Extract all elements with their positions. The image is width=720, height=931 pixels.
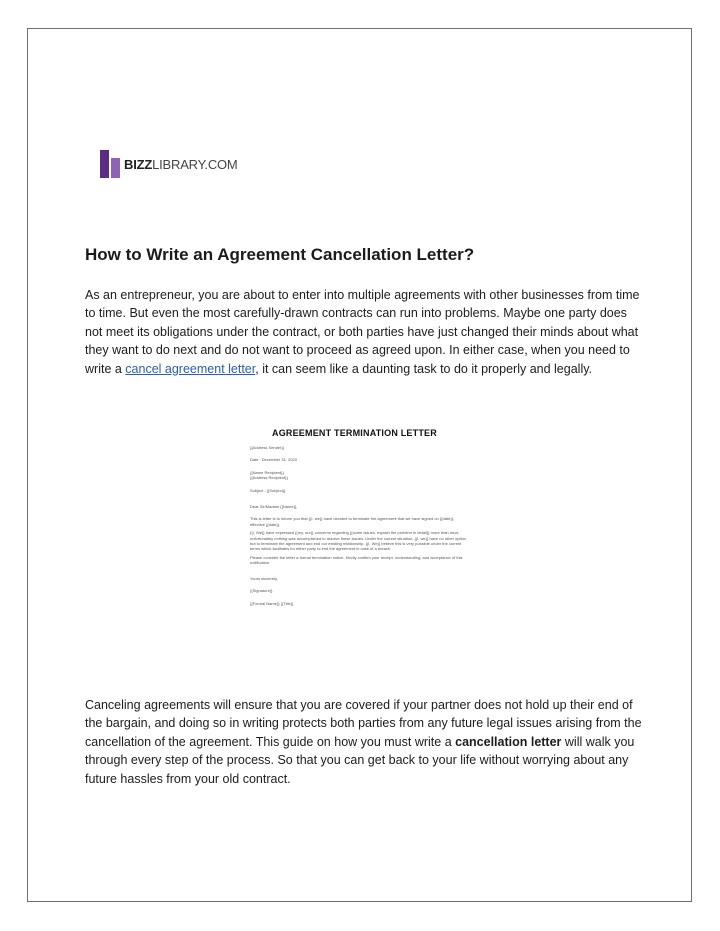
cancellation-letter-bold: cancellation letter xyxy=(455,734,562,749)
letter-signature: {{Signature}} xyxy=(250,588,273,594)
intro-paragraph xyxy=(85,286,645,378)
intro-text-end: , it can seem like a daunting task to do it properly and legally. xyxy=(255,361,593,376)
closing-text-end: will walk you through every step of the process. So that you can get back to your life without worrying about any future hassles from your old contract. xyxy=(85,734,635,786)
letter-closing: Yours sincerely, xyxy=(250,575,278,581)
logo-brand-strong: BIZZ xyxy=(124,156,153,172)
logo-brand-rest: LIBRARY.COM xyxy=(152,156,238,172)
letter-body-1: This is letter is to inform you that {{I, we}} have decided to terminate the agreement that we have signed on {{date}}, effective {{date}}. xyxy=(250,516,455,527)
agreement-termination-letter-image xyxy=(250,425,470,665)
letter-date: Date : December 31, 2020 xyxy=(250,457,297,463)
letter-subject: Subject : {{Subject}} xyxy=(250,487,286,493)
article-title: How to Write an Agreement Cancellation Letter? xyxy=(85,245,475,264)
cancel-agreement-letter-link[interactable]: cancel agreement letter xyxy=(125,361,256,376)
intro-text-start: As an entrepreneur, you are about to enter into multiple agreements with other businesses from time to time. But even the most carefully-drawn contracts can run into problems. Maybe one party does not meet its obligations under the contract, or both parties have just changed their minds about what they want to do next and do not want to proceed as agreed upon. In either case, when you need to write a xyxy=(85,288,640,376)
closing-paragraph xyxy=(85,696,645,788)
letter-title: AGREEMENT TERMINATION LETTER xyxy=(272,428,437,438)
letter-address-sender: {{Address Sender}} xyxy=(250,445,285,450)
logo-wordmark xyxy=(124,157,238,172)
closing-text-start: Canceling agreements will ensure that you are covered if your partner does not hold up their end of the bargain, and doing so in writing protects both parties from any future legal issues arising from the cancellation of the agreement. This guide on how you must write a xyxy=(85,698,642,749)
letter-body-3: Please consider the letter a formal termination notice. Kindly confirm your receipt, understanding, and acceptance of this notification. xyxy=(250,554,463,566)
letter-salutation: Dear Sir/Madam {{Name}}, xyxy=(250,504,298,510)
letter-address-recipient: {{Address Recipient}} xyxy=(250,475,288,481)
bizzlibrary-logo-icon xyxy=(100,150,120,178)
letter-name-recipient: {{Name Recipient}} xyxy=(250,469,284,475)
bizzlibrary-logo[interactable] xyxy=(100,150,238,178)
letter-formal-name: {{Formal Name}} {{Title}} xyxy=(250,600,294,606)
letter-body-2: {{I, We}} have expressed {{my, our}} concerns regarding {{some issues, explain the problem in detail}} more than once, unfortunately nothing was accomplished to resolve these issues. Under the current situation, {{I, we}} have no other option but to terminate the agreement and end our existing relationship. {{I, We}} believe this is very possible under the current terms which facilitates for either party to end the agreement in case of a breach. xyxy=(250,530,466,552)
